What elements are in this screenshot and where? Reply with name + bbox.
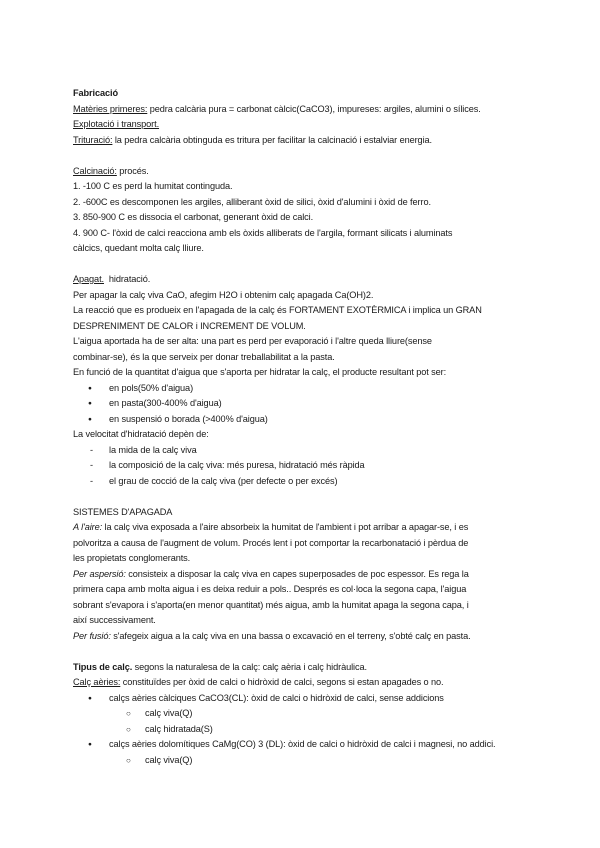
aire-line: A l'aire: la calç viva exposada a l'aire absorbeix la humitat de l'ambient i pot arribar a apagar-se, i es — [73, 522, 469, 532]
trituracio-line: Trituració: la pedra calcària obtinguda es tritura per facilitar la calcinació i estalviar energia. — [73, 134, 432, 145]
list-item: - la mida de la calç viva — [73, 443, 553, 459]
sub-list-item: ○ calç hidratada(S) — [73, 722, 553, 738]
list-item: ● calçs aèries càlciques CaCO3(CL): òxid de calci o hidròxid de calci, sense addicions — [73, 691, 553, 707]
apagat-line: Per apagar la calç viva CaO, afegim H2O i obtenim calç apagada Ca(OH)2. — [73, 289, 374, 300]
calcinacio-step: 3. 850-900 C es dissocia el carbonat, generant òxid de calci. — [73, 212, 314, 222]
list-item: - el grau de cocció de la calç viva (per defecte o per excés) — [73, 474, 553, 490]
calcinacio-step: 2. -600C es descomponen les argiles, alliberant òxid de silici, òxid d'alumini i òxid de ferro. — [73, 196, 431, 207]
document-page — [73, 86, 553, 768]
aspersio-line: Per aspersió: consisteix a disposar la calç viva en capes superposades de poc espessor. Es rega la — [73, 568, 469, 579]
materies-line: Matèries primeres: pedra calcària pura = carbonat càlcic(CaCO3), impureses: argiles, alumini o sílices. — [73, 103, 481, 114]
fusio-line: Per fusió: s'afegeix aigua a la calç viva en una bassa o excavació en el terreny, s'obté calç en pasta. — [73, 630, 471, 641]
calcinacio-step: 1. -100 C es perd la humitat continguda. — [73, 181, 233, 191]
aire-line: les propietats conglomerants. — [73, 553, 191, 563]
aeries-line: Calç aèries: constituïdes per òxid de calci o hidròxid de calci, segons si estan apagades o no. — [73, 677, 444, 687]
velocitat-line: La velocitat d'hidratació depèn de: — [73, 429, 209, 439]
explotacio-line: Explotació i transport. — [73, 119, 160, 129]
list-item: ● en suspensió o borada (>400% d'aigua) — [73, 412, 553, 428]
sistemes-heading: SISTEMES D'APAGADA — [73, 506, 173, 517]
calcinacio-step: 4. 900 C- l'òxid de calci reacciona amb els òxids alliberats de l'argila, formant silicats i aluminats — [73, 227, 453, 238]
list-item: ● en pols(50% d'aigua) — [73, 381, 553, 397]
sub-list-item: ○ calç viva(Q) — [73, 753, 553, 769]
sub-list-item: ○ calç viva(Q) — [73, 706, 553, 722]
list-item: - la composició de la calç viva: més puresa, hidratació més ràpida — [73, 458, 553, 474]
aire-line: polvoritza a causa de l'augment de volum. Procés lent i pot comportar la recarbonatació i pèrdua de — [73, 537, 469, 548]
apagat-line: L'aigua aportada ha de ser alta: una part es perd per evaporació i l'altre queda lliure(sense — [73, 336, 432, 346]
section-title: Fabricació — [73, 88, 118, 98]
apagat-line: En funció de la quantitat d'aigua que s'aporta per hidratar la calç, el producte resultant pot ser: — [73, 367, 447, 377]
tipus-heading: Tipus de calç. segons la naturalesa de la calç: calç aèria i calç hidràulica. — [73, 661, 367, 672]
aspersio-line: sobrant s'evapora i s'aporta(en menor quantitat) més aigua, amb la humitat apaga la segona capa, i — [73, 599, 469, 610]
calcinacio-step: càlcics, quedant molta calç lliure. — [73, 243, 204, 253]
list-item: ● calçs aèries dolomítiques CaMg(CO) 3 (DL): òxid de calci o hidròxid de calci i magnesi, no addici. — [73, 737, 553, 753]
calcinacio-heading: Calcinació: procés. — [73, 165, 149, 176]
apagat-line: combinar-se), és la que serveix per donar treballabilitat a la pasta. — [73, 351, 335, 362]
aspersio-line: primera capa amb molta aigua i es deixa reduir a pols.. Després es col·loca la segona capa, l'aigua — [73, 584, 467, 594]
apagat-line: DESPRENIMENT DE CALOR i INCREMENT DE VOLUM. — [73, 320, 306, 331]
aspersio-line: així successivament. — [73, 615, 156, 625]
apagat-heading: Apagat. hidratació. — [73, 274, 151, 284]
list-item: ● en pasta(300-400% d'aigua) — [73, 396, 553, 412]
apagat-line: La reacció que es produeix en l'apagada de la calç és FORTAMENT EXOTÈRMICA i implica un GRAN — [73, 305, 482, 315]
